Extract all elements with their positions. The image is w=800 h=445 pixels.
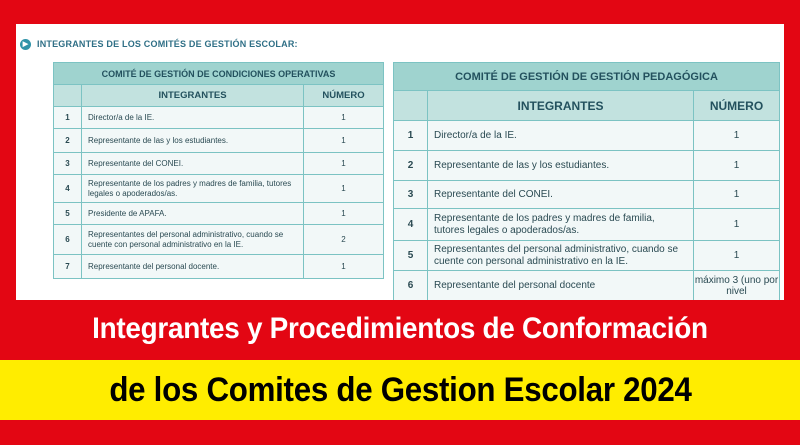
- row-numero: máximo 3 (uno por nivel: [694, 271, 780, 301]
- headline-line-1: Integrantes y Procedimientos de Conformación: [92, 312, 708, 345]
- row-number: 4: [54, 175, 82, 203]
- table-row: [394, 121, 780, 151]
- headline-bar: [0, 360, 800, 420]
- table-row: [54, 129, 384, 153]
- headline-banner: [16, 300, 784, 358]
- table-row: [394, 209, 780, 241]
- row-number: 3: [394, 181, 428, 209]
- table-title: COMITÉ DE GESTIÓN DE CONDICIONES OPERATIVAS: [54, 63, 384, 85]
- row-integrante: Representante de las y los estudiantes.: [82, 129, 304, 153]
- document-image: [16, 24, 784, 300]
- row-integrante: Representante del CONEI.: [82, 153, 304, 175]
- header-integrantes: INTEGRANTES: [82, 85, 304, 107]
- row-numero: 1: [694, 181, 780, 209]
- table-gestion-pedagogica: [393, 62, 780, 300]
- table-row: [54, 107, 384, 129]
- row-integrante: Representante de los padres y madres de familia, tutores legales o apoderados/as.: [428, 209, 694, 241]
- row-number: 5: [394, 241, 428, 271]
- header-numero: NÚMERO: [304, 85, 384, 107]
- table-row: [54, 153, 384, 175]
- row-numero: 2: [304, 225, 384, 255]
- table-row: [394, 241, 780, 271]
- row-integrante: Representante de los padres y madres de familia, tutores legales o apoderados/as.: [82, 175, 304, 203]
- row-number: 6: [394, 271, 428, 301]
- row-numero: 1: [694, 209, 780, 241]
- row-numero: 1: [694, 121, 780, 151]
- row-integrante: Representantes del personal administrativo, cuando se cuente con personal administrativo en la IE.: [428, 241, 694, 271]
- row-integrante: Representante de las y los estudiantes.: [428, 151, 694, 181]
- section-heading-text: INTEGRANTES DE LOS COMITÉS DE GESTIÓN ESCOLAR:: [37, 39, 298, 49]
- section-heading: [20, 36, 298, 52]
- header-numero: NÚMERO: [694, 91, 780, 121]
- row-number: 4: [394, 209, 428, 241]
- row-integrante: Representante del personal docente.: [82, 255, 304, 279]
- header-integrantes: INTEGRANTES: [428, 91, 694, 121]
- row-integrante: Representantes del personal administrativo, cuando se cuente con personal administrativo en la IE.: [82, 225, 304, 255]
- table-title: COMITÉ DE GESTIÓN DE GESTIÓN PEDAGÓGICA: [394, 63, 780, 91]
- row-number: 7: [54, 255, 82, 279]
- table-row: [54, 225, 384, 255]
- row-number: 2: [394, 151, 428, 181]
- row-integrante: Director/a de la IE.: [82, 107, 304, 129]
- row-numero: 1: [304, 107, 384, 129]
- table-condiciones-operativas: [53, 62, 384, 279]
- table-row: [394, 271, 780, 301]
- play-circle-icon: ▶: [20, 39, 31, 50]
- row-integrante: Presidente de APAFA.: [82, 203, 304, 225]
- row-numero: 1: [304, 129, 384, 153]
- table-row: [394, 151, 780, 181]
- row-integrante: Director/a de la IE.: [428, 121, 694, 151]
- row-integrante: Representante del personal docente: [428, 271, 694, 301]
- row-number: 3: [54, 153, 82, 175]
- row-number: 1: [394, 121, 428, 151]
- row-numero: 1: [694, 151, 780, 181]
- header-cell-empty: [394, 91, 428, 121]
- row-numero: 1: [304, 203, 384, 225]
- table-row: [394, 181, 780, 209]
- table-row: [54, 175, 384, 203]
- row-integrante: Representante del CONEI.: [428, 181, 694, 209]
- headline-line-2: de los Comites de Gestion Escolar 2024: [108, 370, 692, 409]
- table-row: [54, 255, 384, 279]
- row-number: 2: [54, 129, 82, 153]
- row-numero: 1: [304, 175, 384, 203]
- row-numero: 1: [304, 153, 384, 175]
- table-row: [54, 203, 384, 225]
- row-numero: 1: [694, 241, 780, 271]
- row-number: 1: [54, 107, 82, 129]
- row-number: 5: [54, 203, 82, 225]
- row-number: 6: [54, 225, 82, 255]
- row-numero: 1: [304, 255, 384, 279]
- header-cell-empty: [54, 85, 82, 107]
